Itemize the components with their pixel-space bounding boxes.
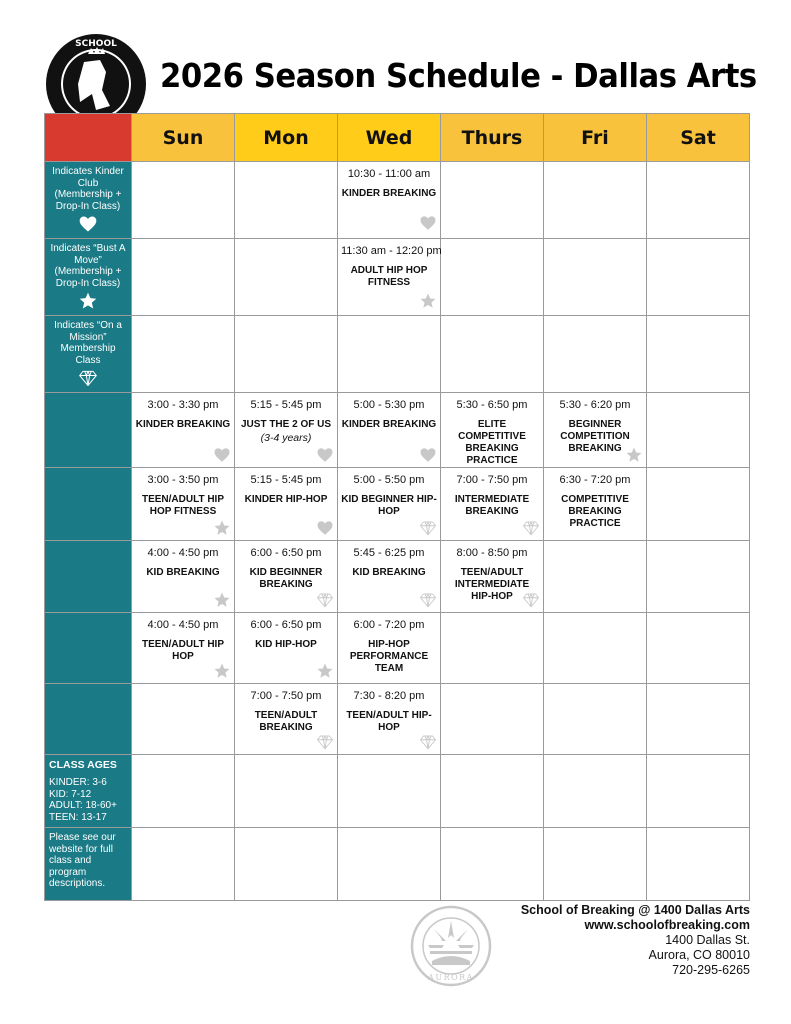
schedule-row (45, 684, 750, 755)
header-corner (45, 114, 132, 162)
diamond-icon (419, 733, 437, 751)
slot-mon (235, 755, 338, 828)
class-name: TEEN/ADULT INTERMEDIATE HIP-HOP (454, 567, 530, 602)
slot-wed (338, 755, 441, 828)
slot-wed (338, 316, 441, 393)
class-time: 7:00 - 7:50 pm (250, 690, 322, 702)
day-header-thurs: Thurs (441, 114, 544, 162)
class-time: 7:00 - 7:50 pm (456, 474, 528, 486)
slot-wed (338, 162, 441, 239)
slot-thurs (441, 613, 544, 684)
diamond-icon (316, 591, 334, 609)
heart-icon (49, 214, 127, 234)
schedule-row (45, 316, 750, 393)
class-entry (441, 468, 543, 540)
class-entry (441, 541, 543, 612)
slot-mon (235, 316, 338, 393)
class-name: TEEN/ADULT HIP HOP FITNESS (141, 494, 225, 517)
slot-fri (544, 468, 647, 541)
sidebar-cell (45, 684, 132, 755)
sidebar-text: Indicates Kinder Club (Membership + Drop-In Class) (52, 166, 124, 212)
schedule-row (45, 162, 750, 239)
slot-fri (544, 162, 647, 239)
class-time: 5:45 - 6:25 pm (353, 547, 425, 559)
logo-top-text: SCHOOL (75, 39, 117, 49)
class-name: ADULT HIP HOP FITNESS (350, 265, 428, 288)
class-time: 6:30 - 7:20 pm (559, 474, 631, 486)
seal-text: AURORA (428, 973, 474, 982)
class-time: 7:30 - 8:20 pm (353, 690, 425, 702)
class-name: KINDER HIP-HOP (244, 494, 328, 505)
slot-mon (235, 393, 338, 468)
star-icon (213, 591, 231, 609)
day-header-sun: Sun (132, 114, 235, 162)
class-time: 5:15 - 5:45 pm (250, 474, 322, 486)
heart-icon (316, 446, 334, 464)
class-entry (338, 162, 440, 235)
day-header-sat: Sat (647, 114, 750, 162)
heart-icon (419, 446, 437, 464)
class-entry (235, 684, 337, 754)
slot-sun (132, 828, 235, 901)
class-entry (544, 393, 646, 467)
class-entry (441, 393, 543, 467)
schedule-row (45, 755, 750, 828)
footer-address (521, 903, 750, 978)
slot-sun (132, 684, 235, 755)
class-entry (132, 541, 234, 612)
diamond-icon (419, 519, 437, 537)
class-name: TEEN/ADULT HIP HOP (141, 639, 225, 662)
diamond-icon (522, 591, 540, 609)
day-header-mon: Mon (235, 114, 338, 162)
class-time: 5:00 - 5:50 pm (353, 474, 425, 486)
class-time: 10:30 - 11:00 am (347, 168, 431, 180)
class-subtitle: (3-4 years) (260, 432, 312, 444)
sidebar-cell (45, 755, 132, 828)
slot-sat (647, 613, 750, 684)
star-icon (213, 662, 231, 680)
class-time: 3:00 - 3:30 pm (147, 399, 219, 411)
class-name: KID BEGINNER BREAKING (249, 567, 323, 590)
sidebar-cell (45, 828, 132, 901)
class-entry (338, 613, 440, 683)
slot-wed (338, 239, 441, 316)
day-header-wed: Wed (338, 114, 441, 162)
class-time: 6:00 - 7:20 pm (353, 619, 425, 631)
heart-icon (213, 446, 231, 464)
class-entry (544, 468, 646, 540)
slot-wed (338, 684, 441, 755)
class-ages-title: CLASS AGES (49, 759, 117, 771)
slot-mon (235, 541, 338, 613)
class-time: 5:30 - 6:20 pm (559, 399, 631, 411)
slot-mon (235, 684, 338, 755)
day-header-fri: Fri (544, 114, 647, 162)
slot-sun (132, 239, 235, 316)
sidebar-cell (45, 316, 132, 393)
sidebar-cell (45, 613, 132, 684)
sidebar-cell (45, 162, 132, 239)
sidebar-cell (45, 393, 132, 468)
footer-phone: 720-295-6265 (672, 963, 750, 977)
schedule-row (45, 541, 750, 613)
slot-sun (132, 162, 235, 239)
diamond-icon (419, 591, 437, 609)
class-name: KINDER BREAKING (341, 419, 437, 430)
slot-thurs (441, 684, 544, 755)
class-entry (235, 393, 337, 467)
sidebar-text: Indicates “On a Mission” Membership Class (54, 320, 122, 366)
sidebar-cell (45, 239, 132, 316)
slot-fri (544, 755, 647, 828)
slot-sun (132, 755, 235, 828)
class-entry (338, 541, 440, 612)
class-name: INTERMEDIATE BREAKING (454, 494, 530, 517)
header-row (45, 114, 750, 162)
slot-mon (235, 239, 338, 316)
slot-wed (338, 468, 441, 541)
class-age-line: KID: 7-12 (49, 788, 92, 800)
class-name: KINDER BREAKING (341, 188, 437, 199)
slot-mon (235, 162, 338, 239)
class-time: 6:00 - 6:50 pm (250, 619, 322, 631)
star-icon (419, 292, 437, 310)
schedule-row (45, 393, 750, 468)
class-name: KID BREAKING (146, 567, 220, 578)
star-icon (316, 662, 334, 680)
class-entry (132, 393, 234, 467)
slot-fri (544, 393, 647, 468)
slot-thurs (441, 393, 544, 468)
class-age-line: TEEN: 13-17 (49, 811, 107, 823)
class-entry (338, 239, 440, 313)
slot-mon (235, 828, 338, 901)
slot-thurs (441, 239, 544, 316)
sidebar-text: Please see our website for full class and program descriptions. (49, 832, 116, 890)
slot-thurs (441, 541, 544, 613)
slot-wed (338, 393, 441, 468)
class-entry (132, 613, 234, 683)
class-entry (235, 468, 337, 540)
slot-sat (647, 828, 750, 901)
slot-fri (544, 541, 647, 613)
star-icon (213, 519, 231, 537)
slot-sun (132, 393, 235, 468)
class-time: 8:00 - 8:50 pm (456, 547, 528, 559)
slot-mon (235, 468, 338, 541)
aurora-seal (410, 905, 492, 987)
slot-sun (132, 316, 235, 393)
slot-thurs (441, 316, 544, 393)
class-name: KID HIP-HOP (255, 639, 317, 650)
footer-city: Aurora, CO 80010 (648, 948, 750, 962)
class-name: TEEN/ADULT BREAKING (254, 710, 318, 733)
slot-thurs (441, 468, 544, 541)
heart-icon (419, 214, 437, 232)
slot-sat (647, 468, 750, 541)
class-time: 5:30 - 6:50 pm (456, 399, 528, 411)
sidebar-cell (45, 541, 132, 613)
schedule-row (45, 613, 750, 684)
slot-sat (647, 755, 750, 828)
slot-sat (647, 541, 750, 613)
slot-wed (338, 828, 441, 901)
class-time: 6:00 - 6:50 pm (250, 547, 322, 559)
diamond-icon (316, 733, 334, 751)
class-name: BEGINNER COMPETITION BREAKING (560, 419, 630, 454)
class-time: 5:00 - 5:30 pm (353, 399, 425, 411)
class-time: 4:00 - 4:50 pm (147, 619, 219, 631)
class-time: 4:00 - 4:50 pm (147, 547, 219, 559)
class-name: ELITE COMPETITIVE BREAKING PRACTICE (458, 419, 526, 466)
schedule-row (45, 828, 750, 901)
heart-icon (316, 519, 334, 537)
slot-sun (132, 541, 235, 613)
class-time: 3:00 - 3:50 pm (147, 474, 219, 486)
class-time: 5:15 - 5:45 pm (250, 399, 322, 411)
slot-sun (132, 468, 235, 541)
class-name: JUST THE 2 OF US (240, 419, 331, 430)
class-time: 11:30 am - 12:20 pm (341, 245, 442, 257)
diamond-icon (49, 368, 127, 388)
slot-sat (647, 393, 750, 468)
slot-thurs (441, 162, 544, 239)
class-name: KID BEGINNER HIP-HOP (341, 494, 437, 517)
star-icon (625, 446, 643, 464)
slot-wed (338, 613, 441, 684)
footer-location: School of Breaking @ 1400 Dallas Arts (520, 903, 750, 917)
slot-fri (544, 828, 647, 901)
slot-sun (132, 613, 235, 684)
schedule-row (45, 468, 750, 541)
class-name: KID BREAKING (352, 567, 426, 578)
schedule-row (45, 239, 750, 316)
class-entry (235, 613, 337, 683)
class-name: HIP-HOP PERFORMANCE TEAM (349, 639, 429, 674)
footer-street: 1400 Dallas St. (665, 933, 750, 947)
schedule-table (44, 113, 750, 901)
class-name: KINDER BREAKING (135, 419, 231, 430)
diamond-icon (522, 519, 540, 537)
sidebar-cell (45, 468, 132, 541)
class-age-line: KINDER: 3-6 (49, 777, 107, 789)
class-age-line: ADULT: 18-60+ (49, 800, 117, 812)
class-entry (338, 393, 440, 467)
class-name: COMPETITIVE BREAKING PRACTICE (561, 494, 629, 529)
slot-sat (647, 316, 750, 393)
slot-sat (647, 684, 750, 755)
slot-fri (544, 684, 647, 755)
slot-sat (647, 239, 750, 316)
slot-fri (544, 613, 647, 684)
class-entry (338, 468, 440, 540)
slot-fri (544, 239, 647, 316)
class-entry (235, 541, 337, 612)
slot-mon (235, 613, 338, 684)
slot-wed (338, 541, 441, 613)
sidebar-text: Indicates “Bust A Move” (Membership + Drop-In Class) (50, 243, 126, 289)
slot-thurs (441, 755, 544, 828)
class-name: TEEN/ADULT HIP-HOP (346, 710, 432, 733)
class-entry (132, 468, 234, 540)
slot-thurs (441, 828, 544, 901)
star-icon (49, 291, 127, 311)
slot-fri (544, 316, 647, 393)
page-title: 2026 Season Schedule - Dallas Arts (160, 56, 757, 95)
class-entry (338, 684, 440, 754)
footer-website: www.schoolofbreaking.com (584, 918, 750, 932)
slot-sat (647, 162, 750, 239)
